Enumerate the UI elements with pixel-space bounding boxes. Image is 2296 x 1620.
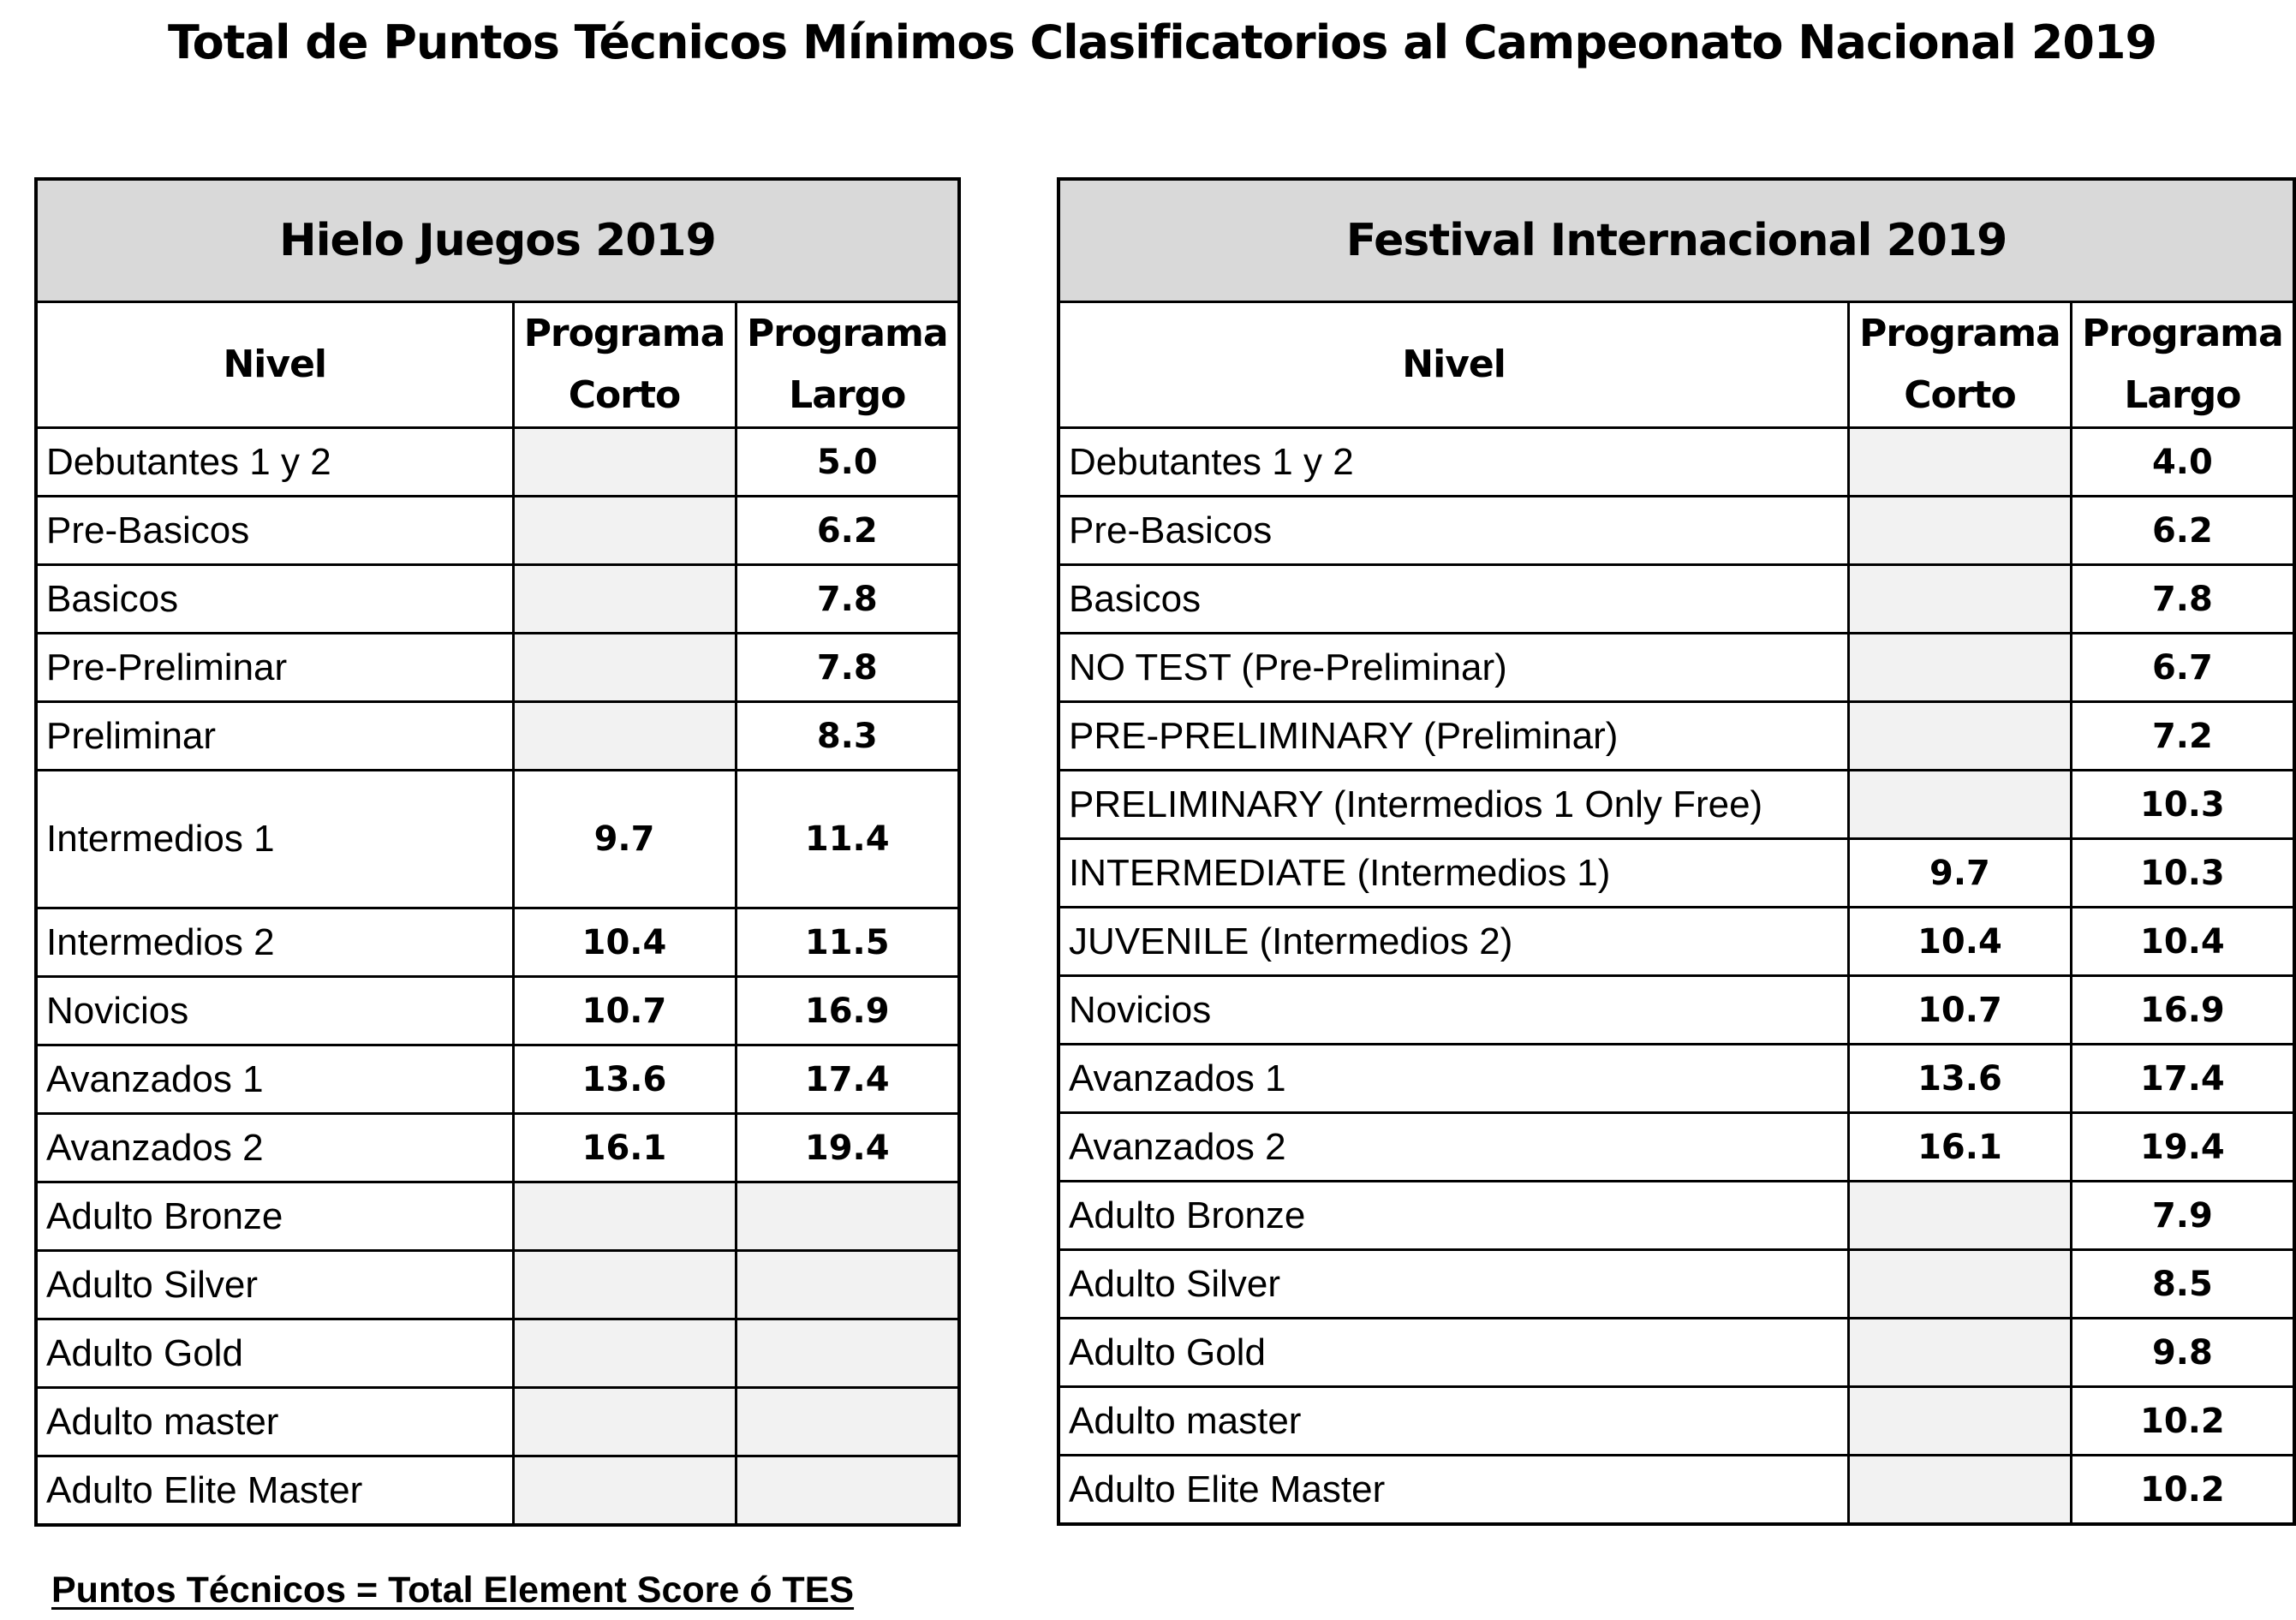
programa-largo-cell: 5.0 xyxy=(736,428,959,497)
programa-largo-cell xyxy=(736,1319,959,1388)
page-title: Total de Puntos Técnicos Mínimos Clasificatorios al Campeonato Nacional 2019 xyxy=(167,15,2157,69)
programa-corto-cell xyxy=(1849,702,2072,771)
nivel-cell: Novicios xyxy=(36,977,513,1045)
nivel-cell: Adulto Elite Master xyxy=(1059,1456,1849,1525)
nivel-cell: NO TEST (Pre-Preliminar) xyxy=(1059,634,1849,702)
programa-corto-cell xyxy=(1849,565,2072,634)
programa-largo-cell: 19.4 xyxy=(736,1114,959,1182)
column-header-line: Programa xyxy=(1859,312,2060,355)
column-header-line: Programa xyxy=(2082,312,2283,355)
table-row xyxy=(36,497,959,565)
table-row xyxy=(36,1251,959,1319)
programa-largo-cell: 16.9 xyxy=(736,977,959,1045)
programa-corto-cell xyxy=(513,497,736,565)
table-row xyxy=(36,702,959,771)
programa-corto-cell: 16.1 xyxy=(1849,1113,2072,1182)
nivel-cell: Adulto Bronze xyxy=(36,1182,513,1251)
table-row xyxy=(1059,565,2294,634)
nivel-cell: Adulto Elite Master xyxy=(36,1456,513,1526)
programa-largo-cell: 16.9 xyxy=(2071,976,2294,1045)
programa-largo-cell: 7.8 xyxy=(2071,565,2294,634)
nivel-cell: Adulto Gold xyxy=(1059,1319,1849,1387)
nivel-cell: Intermedios 1 xyxy=(36,771,513,908)
table-row xyxy=(1059,497,2294,565)
column-header-line: Programa xyxy=(746,312,948,355)
nivel-cell: PRE-PRELIMINARY (Preliminar) xyxy=(1059,702,1849,771)
programa-corto-cell xyxy=(513,565,736,634)
nivel-cell: Adulto master xyxy=(36,1388,513,1456)
column-header-programa-largo xyxy=(2071,302,2294,428)
programa-corto-cell xyxy=(513,1251,736,1319)
table-festival-internacional xyxy=(1057,177,2296,1526)
programa-largo-cell: 10.2 xyxy=(2071,1456,2294,1525)
programa-corto-cell xyxy=(1849,1387,2072,1456)
programa-largo-cell: 9.8 xyxy=(2071,1319,2294,1387)
nivel-cell: Pre-Basicos xyxy=(1059,497,1849,565)
column-header-programa-corto xyxy=(1849,302,2072,428)
column-header-nivel: Nivel xyxy=(36,302,513,428)
column-header-programa-largo xyxy=(736,302,959,428)
nivel-cell: Adulto Bronze xyxy=(1059,1182,1849,1250)
programa-largo-cell: 17.4 xyxy=(736,1045,959,1114)
table-row xyxy=(1059,1045,2294,1113)
programa-corto-cell xyxy=(513,1182,736,1251)
table-row xyxy=(36,1182,959,1251)
programa-corto-cell xyxy=(1849,428,2072,497)
programa-largo-cell: 10.4 xyxy=(2071,908,2294,976)
table-row xyxy=(1059,1250,2294,1319)
nivel-cell: Pre-Preliminar xyxy=(36,634,513,702)
column-header-nivel: Nivel xyxy=(1059,302,1849,428)
programa-corto-cell xyxy=(1849,1182,2072,1250)
nivel-cell: INTERMEDIATE (Intermedios 1) xyxy=(1059,839,1849,908)
table-row xyxy=(1059,1456,2294,1525)
nivel-cell: Adulto Gold xyxy=(36,1319,513,1388)
programa-corto-cell: 10.4 xyxy=(1849,908,2072,976)
programa-corto-cell xyxy=(513,1456,736,1526)
table-row xyxy=(36,1456,959,1526)
programa-corto-cell: 13.6 xyxy=(1849,1045,2072,1113)
programa-largo-cell: 8.3 xyxy=(736,702,959,771)
table-row xyxy=(36,1114,959,1182)
programa-largo-cell xyxy=(736,1456,959,1526)
table-row xyxy=(36,634,959,702)
programa-corto-cell xyxy=(1849,771,2072,839)
table-row xyxy=(1059,839,2294,908)
programa-largo-cell: 10.3 xyxy=(2071,771,2294,839)
programa-corto-cell: 10.7 xyxy=(1849,976,2072,1045)
programa-largo-cell: 11.4 xyxy=(736,771,959,908)
table-title: Festival Internacional 2019 xyxy=(1059,179,2294,302)
table-row xyxy=(36,428,959,497)
programa-largo-cell: 11.5 xyxy=(736,908,959,977)
column-header-line: Largo xyxy=(789,373,906,417)
nivel-cell: Basicos xyxy=(36,565,513,634)
table-row xyxy=(1059,771,2294,839)
table-row xyxy=(36,1045,959,1114)
nivel-cell: Avanzados 1 xyxy=(36,1045,513,1114)
table-row xyxy=(1059,702,2294,771)
programa-corto-cell xyxy=(513,428,736,497)
table-row xyxy=(1059,908,2294,976)
column-header-line: Programa xyxy=(523,312,725,355)
programa-largo-cell xyxy=(736,1251,959,1319)
table-row xyxy=(36,565,959,634)
footer-note: Puntos Técnicos = Total Element Score ó TES xyxy=(51,1569,855,1611)
programa-corto-cell xyxy=(513,702,736,771)
nivel-cell: Novicios xyxy=(1059,976,1849,1045)
nivel-cell: Adulto master xyxy=(1059,1387,1849,1456)
nivel-cell: Preliminar xyxy=(36,702,513,771)
column-header-line: Largo xyxy=(2124,373,2241,417)
programa-largo-cell: 4.0 xyxy=(2071,428,2294,497)
programa-largo-cell: 6.2 xyxy=(736,497,959,565)
programa-largo-cell: 6.2 xyxy=(2071,497,2294,565)
programa-largo-cell: 7.9 xyxy=(2071,1182,2294,1250)
programa-largo-cell: 19.4 xyxy=(2071,1113,2294,1182)
programa-largo-cell: 17.4 xyxy=(2071,1045,2294,1113)
programa-corto-cell xyxy=(1849,634,2072,702)
programa-corto-cell xyxy=(1849,497,2072,565)
nivel-cell: Avanzados 1 xyxy=(1059,1045,1849,1113)
programa-largo-cell: 10.2 xyxy=(2071,1387,2294,1456)
programa-corto-cell: 9.7 xyxy=(513,771,736,908)
table-row xyxy=(1059,1182,2294,1250)
column-header-line: Corto xyxy=(568,373,681,417)
programa-corto-cell: 16.1 xyxy=(513,1114,736,1182)
nivel-cell: Intermedios 2 xyxy=(36,908,513,977)
table-row xyxy=(36,1319,959,1388)
nivel-cell: Debutantes 1 y 2 xyxy=(1059,428,1849,497)
table-row xyxy=(1059,1387,2294,1456)
column-header-programa-corto xyxy=(513,302,736,428)
table-title: Hielo Juegos 2019 xyxy=(36,179,959,302)
nivel-cell: Avanzados 2 xyxy=(1059,1113,1849,1182)
programa-largo-cell: 8.5 xyxy=(2071,1250,2294,1319)
nivel-cell: Adulto Silver xyxy=(1059,1250,1849,1319)
programa-largo-cell: 10.3 xyxy=(2071,839,2294,908)
programa-corto-cell: 13.6 xyxy=(513,1045,736,1114)
programa-corto-cell xyxy=(513,1388,736,1456)
nivel-cell: Pre-Basicos xyxy=(36,497,513,565)
programa-corto-cell xyxy=(513,634,736,702)
programa-largo-cell: 7.8 xyxy=(736,565,959,634)
table-row xyxy=(36,977,959,1045)
programa-corto-cell xyxy=(1849,1319,2072,1387)
nivel-cell: Debutantes 1 y 2 xyxy=(36,428,513,497)
programa-largo-cell: 7.2 xyxy=(2071,702,2294,771)
nivel-cell: Basicos xyxy=(1059,565,1849,634)
column-header-line: Corto xyxy=(1904,373,2016,417)
programa-corto-cell: 9.7 xyxy=(1849,839,2072,908)
programa-largo-cell xyxy=(736,1388,959,1456)
programa-corto-cell xyxy=(513,1319,736,1388)
table-row xyxy=(1059,1319,2294,1387)
programa-corto-cell xyxy=(1849,1250,2072,1319)
table-row xyxy=(1059,428,2294,497)
table-row xyxy=(36,771,959,908)
table-row xyxy=(36,1388,959,1456)
programa-largo-cell: 6.7 xyxy=(2071,634,2294,702)
nivel-cell: Adulto Silver xyxy=(36,1251,513,1319)
programa-largo-cell xyxy=(736,1182,959,1251)
table-row xyxy=(1059,634,2294,702)
table-row xyxy=(1059,976,2294,1045)
programa-corto-cell: 10.4 xyxy=(513,908,736,977)
table-row xyxy=(1059,1113,2294,1182)
programa-corto-cell: 10.7 xyxy=(513,977,736,1045)
nivel-cell: JUVENILE (Intermedios 2) xyxy=(1059,908,1849,976)
nivel-cell: PRELIMINARY (Intermedios 1 Only Free) xyxy=(1059,771,1849,839)
programa-largo-cell: 7.8 xyxy=(736,634,959,702)
table-hielo-juegos xyxy=(34,177,961,1527)
nivel-cell: Avanzados 2 xyxy=(36,1114,513,1182)
table-row xyxy=(36,908,959,977)
programa-corto-cell xyxy=(1849,1456,2072,1525)
